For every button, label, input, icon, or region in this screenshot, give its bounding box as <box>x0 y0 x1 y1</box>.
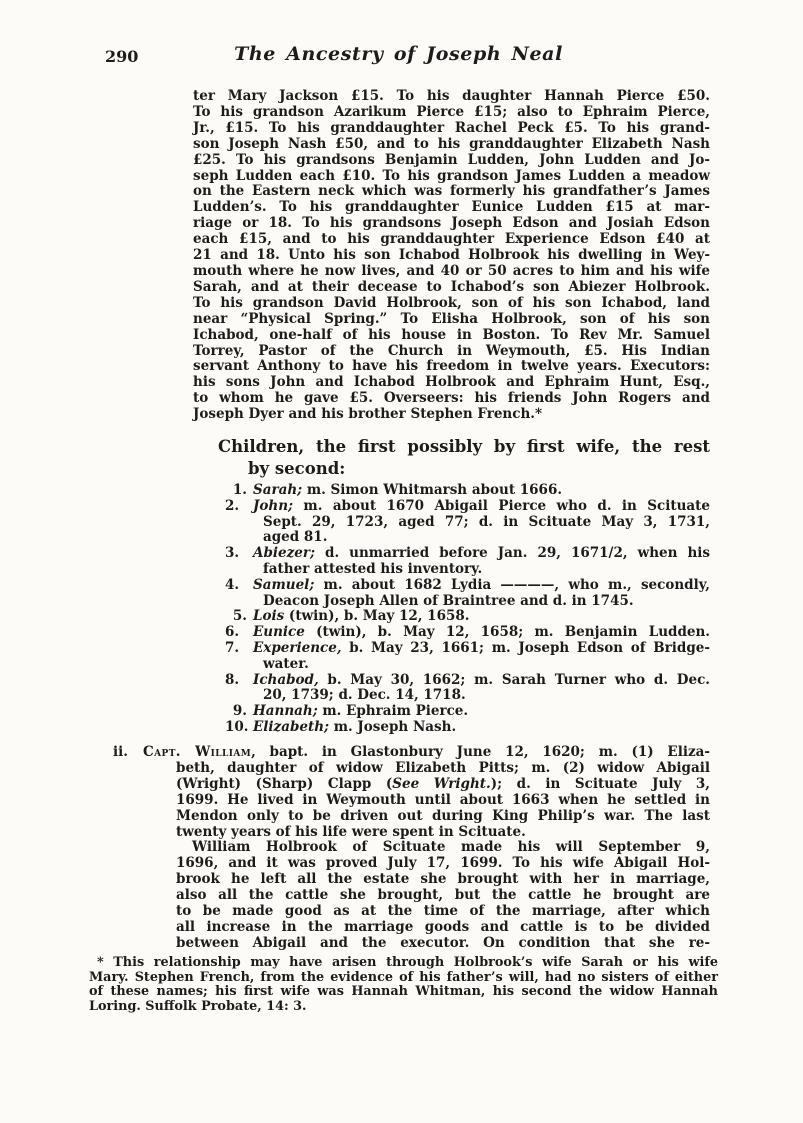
text-line: Sarah, and at their decease to Ichabod’s son Abiezer Holbrook. <box>193 278 710 295</box>
text-line <box>176 777 710 793</box>
text-line: mouth where he now lives, and 40 or 50 acres to him and his wife <box>193 262 710 279</box>
child-item-8 <box>225 673 710 705</box>
text-line: beth, daughter of widow Elizabeth Pitts; m. (2) widow Abigail <box>176 759 710 776</box>
child-item-6 <box>225 625 710 641</box>
text-line: To his grandson David Holbrook, son of his son Ichabod, land <box>193 294 710 311</box>
child-item-5 <box>225 609 710 625</box>
child-text: d. unmarried before Jan. 29, 1671/2, when his <box>314 545 710 562</box>
children-list <box>225 483 710 736</box>
child-text: m. about 1682 Lydia ————, who m., secondly, <box>314 576 710 593</box>
child-name: John; <box>253 497 294 514</box>
text-line: on the Eastern neck which was formerly his grandfather’s James <box>193 183 710 200</box>
text-line: also all the cattle she brought, but the cattle he brought are <box>176 887 710 904</box>
text-line: son Joseph Nash £50, and to his granddaughter Elizabeth Nash <box>193 135 710 152</box>
item-number: 9. <box>232 703 247 720</box>
text-line: near “Physical Spring.” To Elisha Holbrook, son of his son <box>193 310 710 327</box>
text-line: To his grandson Azarikum Pierce £15; also to Ephraim Pierce, <box>193 103 710 120</box>
page-number: 290 <box>105 47 139 66</box>
child-item-9 <box>225 704 710 720</box>
entry-roman-numeral: ii. <box>113 744 128 760</box>
text-line: Mendon only to be driven out during King Philip’s war. The last <box>176 807 710 824</box>
text-line: Joseph Dyer and his brother Stephen French.* <box>193 406 543 423</box>
text-line: William Holbrook of Scituate made his will September 9, <box>192 839 710 856</box>
footnote-line: Loring. Suffolk Probate, 14: 3. <box>89 998 307 1014</box>
text-line: brook he left all the estate she brought with her in marriage, <box>176 871 710 888</box>
item-number: 6. <box>225 624 240 641</box>
child-item-7 <box>225 641 710 673</box>
text-line: Torrey, Pastor of the Church in Weymouth, £5. His Indian <box>193 342 710 359</box>
entry-person-name: Capt. William <box>143 744 252 760</box>
child-item-4 <box>225 578 710 610</box>
child-text: father attested his inventory. <box>263 560 483 577</box>
text-line: Jr., £15. To his granddaughter Rachel Peck £5. To his grand- <box>193 119 710 136</box>
item-number: 1. <box>232 482 247 498</box>
entry-text: ); d. in Scituate July 3, <box>490 775 710 792</box>
child-text: 20, 1739; d. Dec. 14, 1718. <box>263 687 466 704</box>
text-line: 1696, and it was proved July 17, 1699. To his wife Abigail Hol- <box>176 855 710 872</box>
item-number: 5. <box>232 608 247 625</box>
child-item-10 <box>225 720 710 736</box>
item-number: 2. <box>225 497 240 514</box>
see-reference: See Wright. <box>392 775 491 792</box>
child-text: (twin), b. May 12, 1658; m. Benjamin Ludden. <box>304 624 710 641</box>
text-line: each £15, and to his granddaughter Experience Edson £40 at <box>193 231 710 248</box>
text-line: Ludden’s. To his granddaughter Eunice Ludden £15 at mar- <box>193 199 710 216</box>
children-heading <box>218 436 710 480</box>
text-line: all increase in the marriage goods and cattle is to be divided <box>176 918 710 935</box>
child-name: Ichabod, <box>253 671 319 688</box>
text-line: his sons John and Ichabod Holbrook and Ephraim Hunt, Esq., <box>193 374 710 391</box>
footnote <box>89 956 718 1014</box>
item-number: 8. <box>225 671 240 688</box>
child-name: Abiezer; <box>253 545 315 562</box>
child-name: Elizabeth; <box>253 718 330 735</box>
child-name: Eunice <box>253 624 305 641</box>
child-name: Sarah; <box>253 482 303 498</box>
text-line: riage or 18. To his grandsons Joseph Edson and Josiah Edson <box>193 215 710 232</box>
text-line: between Abigail and the executor. On condition that she re- <box>176 934 710 951</box>
entry-first-line <box>143 745 710 761</box>
text-line: 21 and 18. Unto his son Ichabod Holbrook his dwelling in Wey- <box>193 247 710 264</box>
footnote-line: of these names; his first wife was Hannah Whitman, his second the widow Hannah <box>89 984 718 1000</box>
text-line: servant Anthony to have his freedom in twelve years. Executors: <box>193 358 710 375</box>
running-title: The Ancestry of Joseph Neal <box>234 43 563 65</box>
entry-capt-william <box>143 744 710 952</box>
child-item-2 <box>225 499 710 546</box>
child-text: b. May 23, 1661; m. Joseph Edson of Bridge- <box>341 639 710 656</box>
children-heading-line1: Children, the first possibly by first wife, the rest <box>218 437 710 456</box>
child-name: Samuel; <box>253 576 315 593</box>
child-item-1 <box>225 483 710 499</box>
child-text: m. about 1670 Abigail Pierce who d. in Scituate <box>293 497 710 514</box>
footnote-line: Mary. Stephen French, from the evidence of his father’s will, had no sisters of either <box>89 969 718 985</box>
text-line: to whom he gave £5. Overseers: his friends John Rogers and <box>193 390 710 407</box>
text-line: twenty years of his life were spent in Scituate. <box>176 823 526 840</box>
text-line: seph Ludden each £10. To his grandson James Ludden a meadow <box>193 167 710 184</box>
entry-text: (Wright) (Sharp) Clapp ( <box>176 775 393 792</box>
child-text: m. Joseph Nash. <box>329 718 457 735</box>
child-text: m. Simon Whitmarsh about 1666. <box>302 482 563 498</box>
child-name: Hannah; <box>253 703 318 720</box>
will-paragraph <box>193 89 710 423</box>
child-text: m. Ephraim Pierce. <box>317 703 469 720</box>
text-line: 1699. He lived in Weymouth until about 1663 when he settled in <box>176 791 710 808</box>
item-number: 4. <box>225 576 240 593</box>
child-text: (twin), b. May 12, 1658. <box>284 608 470 625</box>
item-number: 7. <box>225 639 240 656</box>
text-line: to be made good as at the time of the marriage, after which <box>176 903 710 920</box>
child-text: Sept. 29, 1723, aged 77; d. in Scituate May 3, 1731, <box>263 513 710 530</box>
child-name: Lois <box>253 608 285 625</box>
child-text: water. <box>263 655 309 672</box>
text-line: £25. To his grandsons Benjamin Ludden, John Ludden and Jo- <box>193 151 710 168</box>
item-number: 3. <box>225 545 240 562</box>
children-heading-line2: by second: <box>248 459 346 478</box>
text-line: ter Mary Jackson £15. To his daughter Hannah Pierce £50. <box>193 88 710 104</box>
entry-text: , bapt. in Glastonbury June 12, 1620; m. (1) Eliza- <box>251 744 710 760</box>
child-item-3 <box>225 546 710 578</box>
text-line: Ichabod, one-half of his house in Boston. To Rev Mr. Samuel <box>193 326 710 343</box>
footnote-line: * This relationship may have arisen through Holbrook’s wife Sarah or his wife <box>97 955 718 970</box>
child-text: b. May 30, 1662; m. Sarah Turner who d. Dec. <box>318 671 710 688</box>
child-text: Deacon Joseph Allen of Braintree and d. in 1745. <box>263 592 634 609</box>
child-text: aged 81. <box>263 529 328 546</box>
child-name: Experience, <box>253 639 342 656</box>
item-number: 10. <box>225 718 249 735</box>
